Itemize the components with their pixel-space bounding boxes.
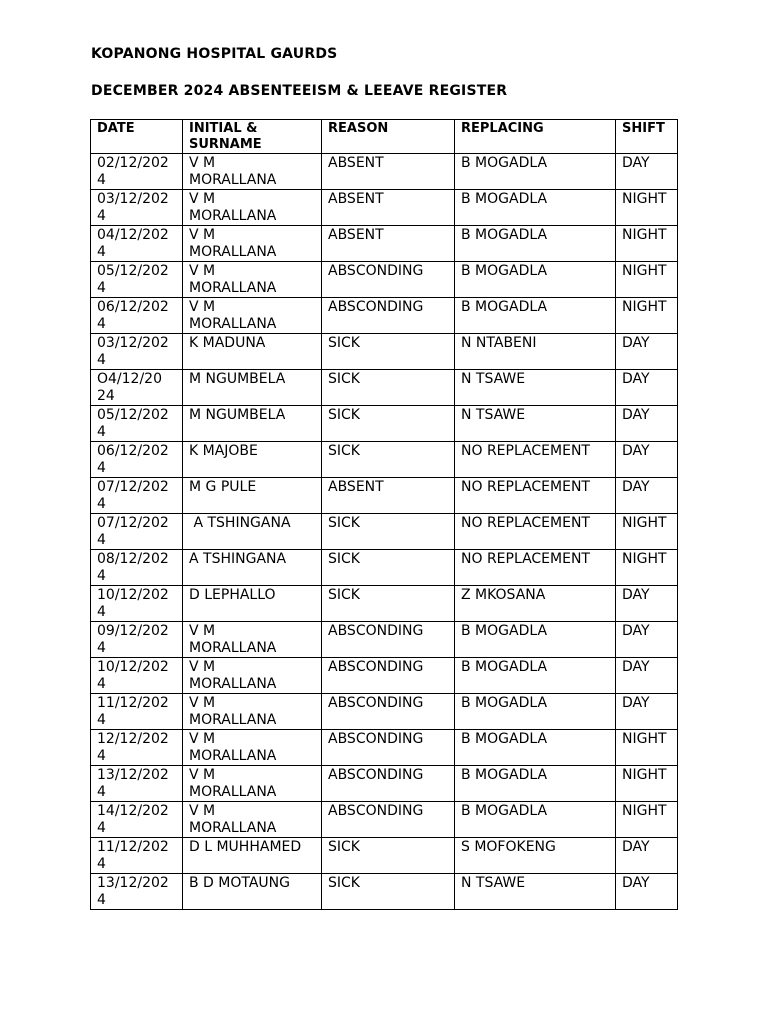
cell-shift: DAY [616,154,678,190]
cell-reason: SICK [322,550,455,586]
cell-date: 05/12/202 4 [91,406,183,442]
header-replacing: REPLACING [455,120,616,154]
cell-shift: NIGHT [616,226,678,262]
table-row [91,514,678,550]
cell-shift: NIGHT [616,730,678,766]
cell-shift: DAY [616,442,678,478]
table-row [91,190,678,226]
cell-initial-surname: A TSHINGANA [183,514,322,550]
cell-date: 09/12/202 4 [91,622,183,658]
cell-replacing: B MOGADLA [455,298,616,334]
cell-replacing: B MOGADLA [455,658,616,694]
cell-replacing: B MOGADLA [455,766,616,802]
table-row [91,838,678,874]
table-row [91,694,678,730]
table-row [91,586,678,622]
cell-reason: ABSCONDING [322,730,455,766]
cell-initial-surname: V M MORALLANA [183,298,322,334]
cell-replacing: Z MKOSANA [455,586,616,622]
cell-initial-surname: V M MORALLANA [183,226,322,262]
cell-shift: NIGHT [616,262,678,298]
cell-shift: DAY [616,406,678,442]
cell-reason: SICK [322,442,455,478]
cell-date: 06/12/202 4 [91,442,183,478]
cell-reason: ABSENT [322,154,455,190]
cell-initial-surname: M NGUMBELA [183,370,322,406]
table-row [91,766,678,802]
cell-date: 02/12/202 4 [91,154,183,190]
cell-replacing: B MOGADLA [455,730,616,766]
cell-date: 08/12/202 4 [91,550,183,586]
cell-shift: DAY [616,478,678,514]
cell-replacing: B MOGADLA [455,226,616,262]
cell-date: 10/12/202 4 [91,658,183,694]
cell-reason: ABSCONDING [322,298,455,334]
cell-date: 13/12/202 4 [91,766,183,802]
cell-shift: DAY [616,334,678,370]
table-row [91,442,678,478]
cell-shift: NIGHT [616,802,678,838]
header-initial-surname: INITIAL & SURNAME [183,120,322,154]
cell-replacing: N NTABENI [455,334,616,370]
cell-initial-surname: M NGUMBELA [183,406,322,442]
cell-replacing: B MOGADLA [455,190,616,226]
document-title: KOPANONG HOSPITAL GAURDS [91,46,338,62]
cell-initial-surname: V M MORALLANA [183,658,322,694]
cell-initial-surname: M G PULE [183,478,322,514]
cell-reason: ABSCONDING [322,802,455,838]
table-row [91,154,678,190]
cell-initial-surname: V M MORALLANA [183,622,322,658]
cell-reason: ABSCONDING [322,694,455,730]
cell-initial-surname: B D MOTAUNG [183,874,322,910]
table-row [91,370,678,406]
table-row [91,730,678,766]
header-date: DATE [91,120,183,154]
cell-shift: DAY [616,586,678,622]
cell-reason: ABSCONDING [322,766,455,802]
cell-reason: ABSCONDING [322,622,455,658]
cell-replacing: NO REPLACEMENT [455,514,616,550]
cell-date: 13/12/202 4 [91,874,183,910]
table-row [91,406,678,442]
cell-shift: NIGHT [616,550,678,586]
absenteeism-register-table [90,119,678,910]
table-row [91,226,678,262]
cell-reason: SICK [322,370,455,406]
header-reason: REASON [322,120,455,154]
table-row [91,478,678,514]
cell-replacing: NO REPLACEMENT [455,442,616,478]
cell-initial-surname: V M MORALLANA [183,262,322,298]
header-shift: SHIFT [616,120,678,154]
cell-initial-surname: K MAJOBE [183,442,322,478]
cell-shift: NIGHT [616,190,678,226]
cell-replacing: B MOGADLA [455,622,616,658]
table-row [91,298,678,334]
cell-initial-surname: V M MORALLANA [183,766,322,802]
cell-date: 03/12/202 4 [91,190,183,226]
cell-date: 03/12/202 4 [91,334,183,370]
table-row [91,262,678,298]
cell-reason: SICK [322,334,455,370]
cell-reason: ABSCONDING [322,262,455,298]
cell-reason: SICK [322,514,455,550]
cell-replacing: NO REPLACEMENT [455,550,616,586]
cell-date: 11/12/202 4 [91,838,183,874]
cell-date: 11/12/202 4 [91,694,183,730]
cell-initial-surname: D LEPHALLO [183,586,322,622]
cell-date: 06/12/202 4 [91,298,183,334]
table-row [91,550,678,586]
table-header-row [91,120,678,154]
table-row [91,802,678,838]
cell-reason: ABSENT [322,226,455,262]
table-body [91,154,678,910]
cell-shift: NIGHT [616,514,678,550]
cell-initial-surname: K MADUNA [183,334,322,370]
cell-date: 04/12/202 4 [91,226,183,262]
cell-replacing: S MOFOKENG [455,838,616,874]
cell-reason: ABSENT [322,190,455,226]
table-row [91,622,678,658]
cell-shift: DAY [616,658,678,694]
cell-shift: NIGHT [616,298,678,334]
cell-replacing: B MOGADLA [455,694,616,730]
cell-shift: DAY [616,622,678,658]
cell-reason: ABSCONDING [322,658,455,694]
cell-replacing: B MOGADLA [455,154,616,190]
cell-replacing: B MOGADLA [455,802,616,838]
cell-shift: DAY [616,838,678,874]
cell-initial-surname: V M MORALLANA [183,730,322,766]
cell-initial-surname: A TSHINGANA [183,550,322,586]
cell-date: 07/12/202 4 [91,478,183,514]
cell-initial-surname: V M MORALLANA [183,154,322,190]
table-row [91,658,678,694]
cell-date: 14/12/202 4 [91,802,183,838]
table-row [91,334,678,370]
cell-date: 10/12/202 4 [91,586,183,622]
cell-shift: NIGHT [616,766,678,802]
cell-date: 05/12/202 4 [91,262,183,298]
table-row [91,874,678,910]
cell-reason: SICK [322,838,455,874]
cell-shift: DAY [616,874,678,910]
cell-shift: DAY [616,694,678,730]
cell-initial-surname: V M MORALLANA [183,802,322,838]
cell-date: 07/12/202 4 [91,514,183,550]
cell-reason: ABSENT [322,478,455,514]
cell-shift: DAY [616,370,678,406]
cell-replacing: N TSAWE [455,370,616,406]
cell-reason: SICK [322,406,455,442]
cell-initial-surname: V M MORALLANA [183,694,322,730]
cell-initial-surname: D L MUHHAMED [183,838,322,874]
cell-reason: SICK [322,874,455,910]
cell-date: O4/12/20 24 [91,370,183,406]
cell-replacing: B MOGADLA [455,262,616,298]
cell-date: 12/12/202 4 [91,730,183,766]
cell-replacing: N TSAWE [455,874,616,910]
cell-replacing: NO REPLACEMENT [455,478,616,514]
cell-replacing: N TSAWE [455,406,616,442]
cell-reason: SICK [322,586,455,622]
register-title: DECEMBER 2024 ABSENTEEISM & LEEAVE REGISTER [91,83,508,99]
cell-initial-surname: V M MORALLANA [183,190,322,226]
